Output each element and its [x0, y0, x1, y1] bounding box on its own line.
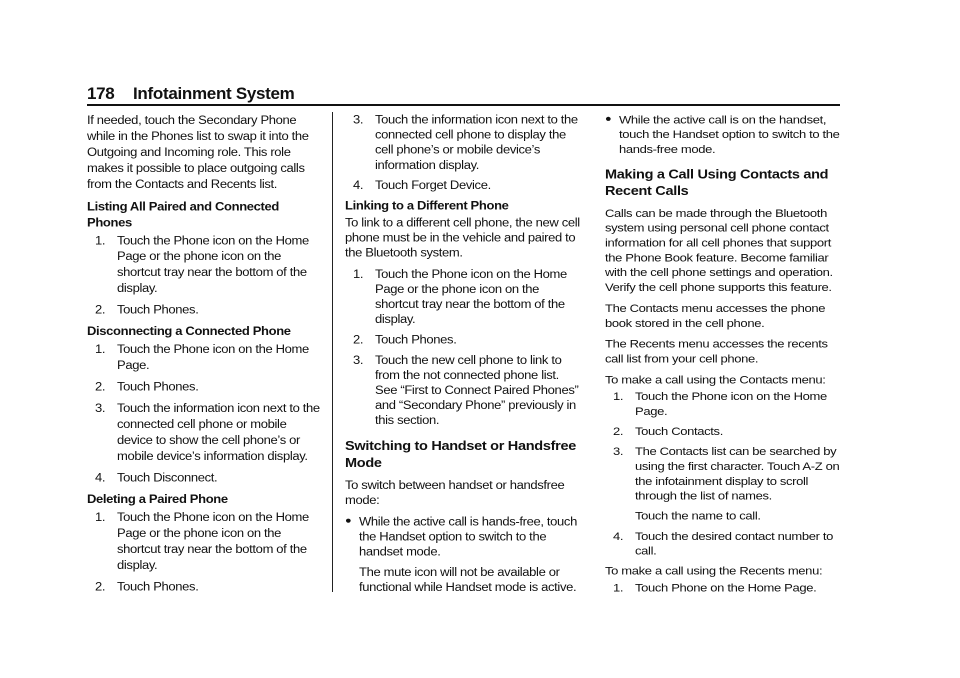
list-item: 3. Touch the new cell phone to link to from the not connected phone list. See “First to Connect Paired Phones” and “Secondary Phone” previously in this section.: [353, 353, 579, 427]
list-item: 3. Touch the information icon next to the connected cell phone to display the cell phone’s or mobile device’s information display.: [353, 112, 578, 172]
list-item: 4. Touch the desired contact number to call.: [613, 529, 834, 558]
listing-steps: [87, 232, 323, 317]
list-item: 1. Touch the Phone icon on the Home Page.: [613, 389, 827, 418]
heading-switching-mode: Switching to Handset or Handsfree Mode: [345, 439, 576, 471]
list-item: 2. Touch Phones.: [353, 332, 457, 347]
subheading-disconnecting: Disconnecting a Connected Phone: [87, 323, 291, 339]
bullet-item: ● While the active call is hands-free, touch the Handset option to switch to the handset mode. The mute icon will not be available or functional while Handset mode is active.: [345, 514, 581, 595]
deleting-steps-continued: [345, 112, 581, 193]
list-item: 1. Touch Phone on the Home Page.: [613, 580, 817, 594]
disconnecting-steps: [87, 341, 323, 485]
recents-steps: [605, 580, 841, 595]
list-item: 1. Touch the Phone icon on the Home Page or the phone icon on the shortcut tray near the bottom of the display.: [95, 509, 309, 572]
deleting-steps: [87, 509, 323, 594]
column-3: [605, 112, 841, 600]
column-divider: [332, 112, 333, 592]
heading-making-call: Making a Call Using Contacts and Recent Calls: [605, 167, 829, 199]
list-item: 1. Touch the Phone icon on the Home Page.: [95, 341, 309, 372]
bullet-icon: ●: [345, 515, 352, 527]
section-title: Infotainment System: [133, 84, 295, 103]
step-note: Touch the name to call.: [635, 509, 761, 523]
list-item: 3. The Contacts list can be searched by using the first character. Touch A-Z on the infotainment display to scroll through the list of names. Touch the name to call.: [613, 444, 840, 523]
subheading-deleting: Deleting a Paired Phone: [87, 491, 228, 506]
making-paragraph-1: Calls can be made through the Bluetooth system using personal cell phone contact information for all cell phones that support the Phone Book feature. Become familiar with the cell phone settings and operation. Verify the cell phone supports this feature.: [605, 206, 833, 294]
subheading-listing: Listing All Paired and Connected Phones: [87, 199, 280, 230]
list-item: 2. Touch Phones.: [95, 302, 199, 317]
list-item: 4. Touch Disconnect.: [95, 470, 218, 485]
contacts-steps: [605, 389, 841, 558]
bullet-item: ● While the active call is on the handset, touch the Handset option to switch to the hands-free mode.: [605, 112, 840, 156]
subheading-linking: Linking to a Different Phone: [345, 198, 509, 213]
column-2: [345, 112, 581, 600]
list-item: 3. Touch the information icon next to the connected cell phone or mobile device to show the cell phone’s or mobile device’s information display.: [95, 400, 320, 463]
list-item: 2. Touch Phones.: [95, 379, 199, 394]
list-item: 2. Touch Phones.: [95, 579, 199, 594]
bullet-note: The mute icon will not be available or functional while Handset mode is active.: [359, 565, 577, 594]
making-paragraph-2: The Contacts menu accesses the phone book stored in the cell phone.: [605, 301, 826, 330]
column-1: [87, 112, 323, 600]
list-item: 1. Touch the Phone icon on the Home Page or the phone icon on the shortcut tray near the bottom of the display.: [95, 233, 309, 295]
page-number: 178: [87, 84, 115, 103]
switching-intro: To switch between handset or handsfree mode:: [345, 478, 565, 507]
intro-paragraph: If needed, touch the Secondary Phone while in the Phones list to swap it into the Outgoing and Incoming role. This role makes it possible to place outgoing calls from the Contacts and Recents list.: [87, 112, 309, 191]
list-item: 1. Touch the Phone icon on the Home Page or the phone icon on the shortcut tray near the bottom of the display.: [353, 267, 567, 326]
bullet-icon: ●: [605, 113, 612, 125]
contacts-intro: To make a call using the Contacts menu:: [605, 373, 826, 387]
making-paragraph-3: The Recents menu accesses the recents call list from your cell phone.: [605, 337, 828, 366]
header-rule: [87, 104, 840, 106]
switching-bullets: [345, 514, 581, 595]
linking-intro: To link to a different cell phone, the new cell phone must be in the vehicle and paired to the Bluetooth system.: [345, 215, 580, 260]
page-header: [87, 80, 840, 106]
handset-bullets: [605, 112, 841, 157]
list-item: 4. Touch Forget Device.: [353, 178, 491, 192]
list-item: 2. Touch Contacts.: [613, 424, 723, 438]
recents-intro: To make a call using the Recents menu:: [605, 564, 823, 578]
linking-steps: [345, 266, 581, 427]
